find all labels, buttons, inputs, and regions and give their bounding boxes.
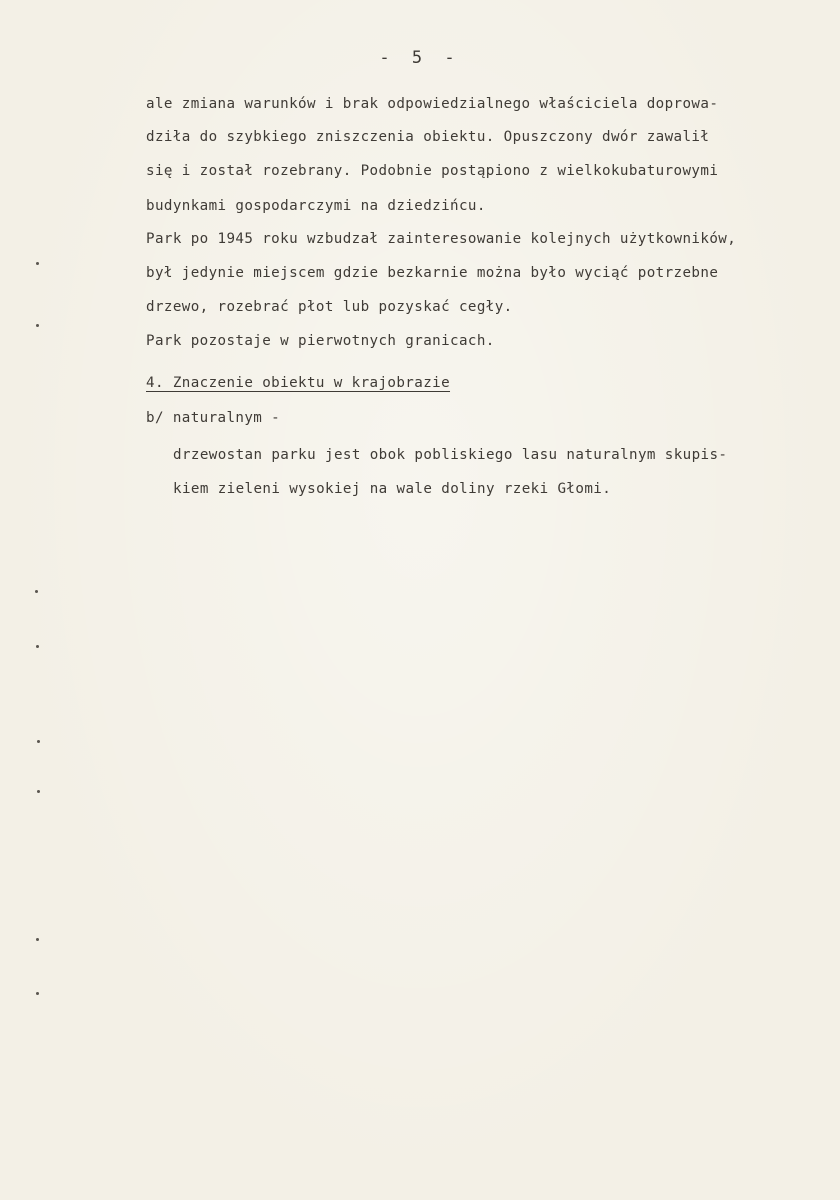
- paragraph-2-line-3: drzewo, rozebrać płot lub pozyskać cegły.: [146, 299, 513, 315]
- margin-speck: [37, 790, 40, 793]
- paragraph-2-line-2: był jedynie miejscem gdzie bezkarnie można było wyciąć potrzebne: [146, 265, 719, 281]
- margin-speck: [36, 645, 39, 648]
- margin-speck: [37, 740, 40, 743]
- paragraph-2-line-1: Park po 1945 roku wzbudzał zainteresowanie kolejnych użytkowników,: [146, 231, 737, 247]
- subsection-text-line-1: drzewostan parku jest obok pobliskiego lasu naturalnym skupis-: [173, 447, 728, 463]
- subsection-text-line-2: kiem zieleni wysokiej na wale doliny rzeki Głomi.: [173, 481, 612, 497]
- paragraph-1-line-2: dziła do szybkiego zniszczenia obiektu. Opuszczony dwór zawalił: [146, 129, 710, 145]
- margin-speck: [36, 324, 39, 327]
- paragraph-3-line-1: Park pozostaje w pierwotnych granicach.: [146, 333, 495, 349]
- subsection-label: b/ naturalnym -: [146, 410, 281, 426]
- paragraph-1-line-4: budynkami gospodarczymi na dziedzińcu.: [146, 198, 486, 214]
- margin-speck: [36, 938, 39, 941]
- section-heading: 4. Znaczenie obiektu w krajobrazie: [146, 375, 451, 391]
- page-number: - 5 -: [379, 48, 461, 68]
- paragraph-1-line-1: ale zmiana warunków i brak odpowiedzialnego właściciela doprowa-: [146, 96, 719, 112]
- margin-speck: [36, 262, 39, 265]
- margin-speck: [35, 590, 38, 593]
- margin-speck: [36, 992, 39, 995]
- paragraph-1-line-3: się i został rozebrany. Podobnie postąpiono z wielkokubaturowymi: [146, 163, 719, 179]
